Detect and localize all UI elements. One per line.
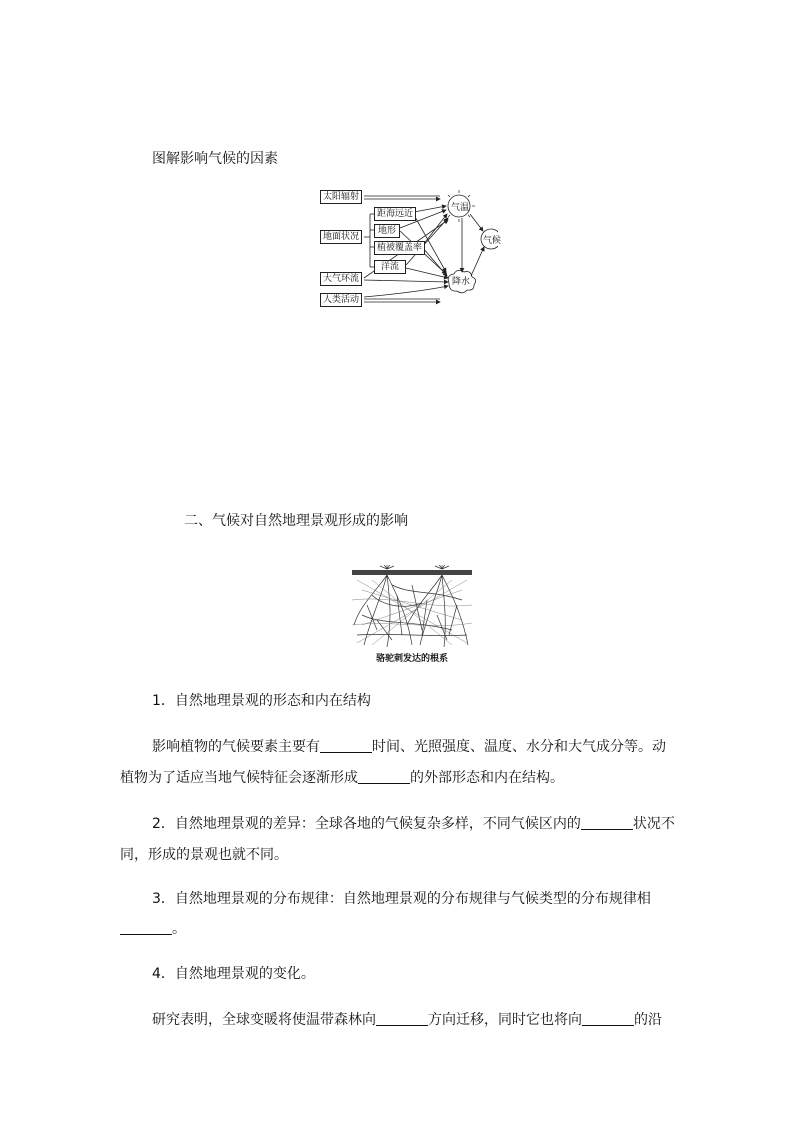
box-ground-conditions: 地面状况 [320, 230, 362, 244]
answer-blank-5[interactable] [376, 1011, 428, 1026]
item4-line1 [152, 1009, 662, 1029]
section-title-climate-factors: 图解影响气候的因素 [152, 151, 278, 167]
box-solar-radiation: 太阳辐射 [320, 190, 362, 204]
item1-text-b: 时间、光照强度、温度、水分和大气成分等。动 [372, 739, 666, 755]
box-human-activity: 人类活动 [320, 293, 362, 307]
answer-blank-2[interactable] [358, 769, 410, 784]
item2-line1 [152, 813, 675, 833]
climate-factors-diagram [318, 182, 502, 312]
box-ocean-currents: 洋流 [374, 260, 406, 274]
answer-blank-3[interactable] [581, 815, 633, 830]
item4-heading: 4．自然地理景观的变化。 [152, 966, 315, 982]
item4-text-c: 的沿 [634, 1012, 662, 1028]
section-title-landscape: 二、气候对自然地理景观形成的影响 [184, 513, 408, 529]
box-terrain: 地形 [374, 224, 400, 238]
item3-line2 [120, 918, 186, 938]
item1-text-d: 的外部形态和内在结构。 [410, 770, 564, 786]
item1-text-a: 影响植物的气候要素主要有 [152, 739, 320, 755]
node-temperature: 气温 [451, 203, 470, 213]
box-distance-from-sea: 距海远近 [374, 207, 416, 221]
item3-text-b: 。 [172, 921, 186, 937]
box-vegetation-coverage: 植被覆盖率 [374, 241, 425, 255]
item3-line1: 3．自然地理景观的分布规律：自然地理景观的分布规律与气候类型的分布规律相 [152, 891, 651, 907]
answer-blank-1[interactable] [320, 738, 372, 753]
answer-blank-6[interactable] [582, 1011, 634, 1026]
item4-text-a: 研究表明，全球变暖将使温带森林向 [152, 1012, 376, 1028]
item2-text-a: 2．自然地理景观的差异：全球各地的气候复杂多样，不同气候区内的 [152, 816, 581, 832]
item1-line2 [120, 767, 564, 787]
item4-text-b: 方向迁移，同时它也将向 [428, 1012, 582, 1028]
item1-line1 [152, 736, 666, 756]
answer-blank-4[interactable] [120, 920, 172, 935]
item2-text-b: 状况不 [632, 816, 675, 832]
node-precipitation: 降水 [452, 277, 471, 287]
figure-caption: 骆驼刺发达的根系 [375, 654, 448, 664]
node-climate: 气候 [483, 236, 502, 246]
item1-text-c: 植物为了适应当地气候特征会逐渐形成 [120, 770, 358, 786]
item1-heading: 1．自然地理景观的形态和内在结构 [152, 693, 371, 709]
roots-illustration [352, 565, 472, 648]
box-atmospheric-circulation: 大气环流 [320, 272, 362, 286]
camelthorn-roots-image [352, 565, 472, 648]
item2-line2: 同，形成的景观也就不同。 [120, 847, 288, 863]
